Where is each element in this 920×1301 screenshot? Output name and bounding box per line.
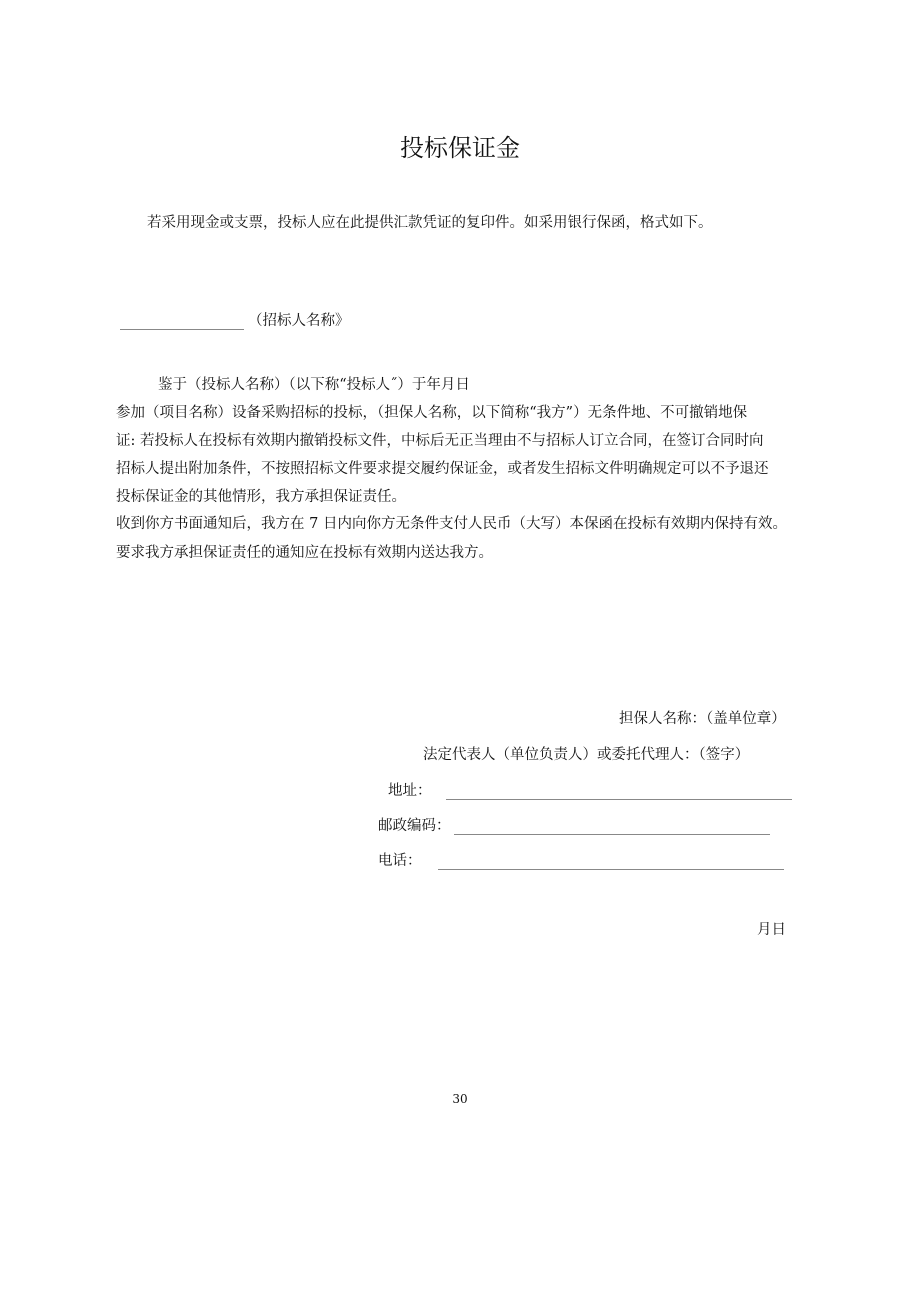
recipient-blank[interactable] bbox=[120, 314, 244, 330]
recipient-line bbox=[120, 309, 350, 330]
date-line: 月日 bbox=[757, 922, 786, 938]
address-blank[interactable] bbox=[446, 785, 792, 800]
address-label: 地址： bbox=[388, 783, 432, 799]
postcode-field bbox=[378, 814, 770, 835]
phone-label: 电话： bbox=[378, 853, 422, 869]
guarantor-name-line: 担保人名称：（盖单位章） bbox=[619, 711, 786, 727]
recipient-label: （招标人名称》 bbox=[248, 313, 350, 329]
body-line-1: 鉴于（投标人名称）（以下称“投标人˝）于年月日 bbox=[158, 377, 470, 393]
address-field bbox=[388, 779, 792, 800]
body-line-5: 投标保证金的其他情形，我方承担保证责任。 bbox=[116, 489, 406, 505]
body-line-4: 招标人提出附加条件，不按照招标文件要求提交履约保证金，或者发生招标文件明确规定可以不予退还 bbox=[116, 461, 769, 477]
page-number: 30 bbox=[452, 1092, 468, 1106]
representative-line: 法定代表人（单位负责人）或委托代理人：（签字） bbox=[423, 747, 750, 763]
body-line-6: 收到你方书面通知后，我方在 7 日内向你方无条件支付人民币（大写）本保函在投标有效期内保持有效。 bbox=[116, 516, 787, 532]
phone-field bbox=[378, 849, 784, 870]
intro-paragraph: 若采用现金或支票，投标人应在此提供汇款凭证的复印件。如采用银行保函，格式如下。 bbox=[147, 215, 713, 231]
body-line-2: 参加（项目名称）设备采购招标的投标，（担保人名称，以下简称“我方”）无条件地、不可撤销地保 bbox=[116, 405, 748, 421]
body-line-7: 要求我方承担保证责任的通知应在投标有效期内送达我方。 bbox=[116, 545, 493, 561]
phone-blank[interactable] bbox=[438, 855, 784, 870]
postcode-label: 邮政编码： bbox=[378, 818, 451, 834]
postcode-blank[interactable] bbox=[454, 820, 770, 835]
body-line-3: 证: 若投标人在投标有效期内撤销投标文件，中标后无正当理由不与招标人订立合同，在签订合同时向 bbox=[116, 433, 764, 449]
page-title: 投标保证金 bbox=[400, 134, 520, 162]
